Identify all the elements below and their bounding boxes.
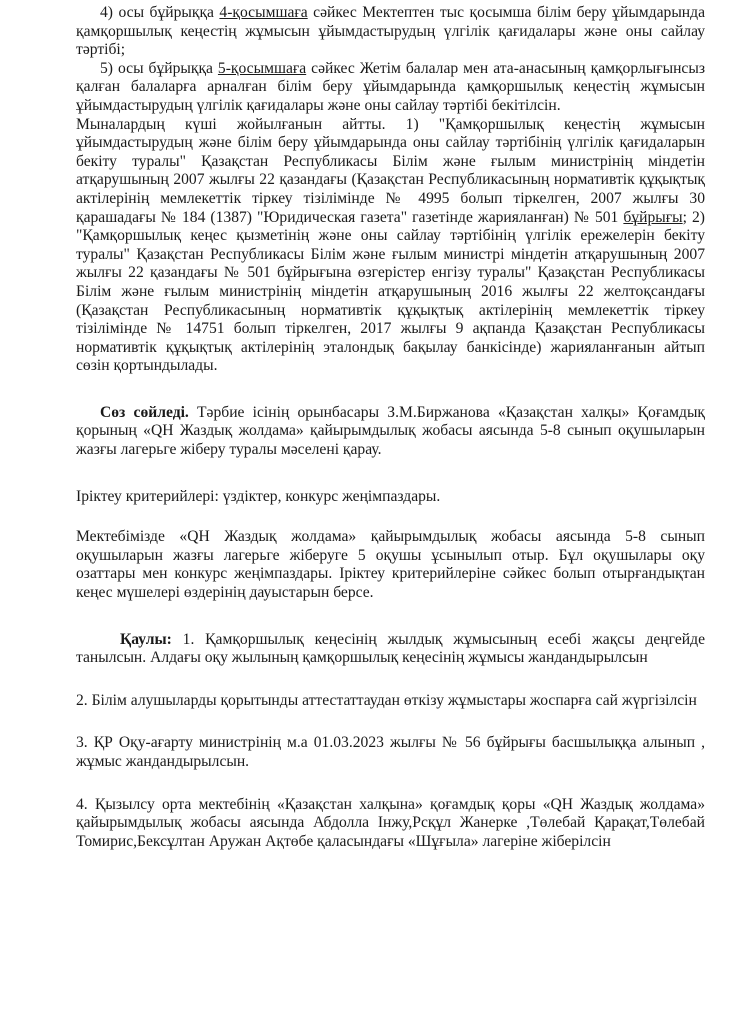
decision-item-1: Қаулы: 1. Қамқоршылық кеңесінің жылдық жұмысының есебі жақсы деңгейде танылсын. Алдағы оқу жылының қамқоршылық кеңесінің жұмысы жандандырылсын [76,630,705,667]
annex-5-link[interactable]: 5-қосымшаға [217,59,307,77]
paragraph-repeal: Мыналардың күші жойылғанын айтты. 1) "Қамқоршылық кеңестің жұмысын ұйымдастырудың және білім беру ұйымдарында оны сайлау тәртібінің үлгілік қағидаларын бекіту туралы" Қазақстан Республикасы Білім және ғылым министрінің міндетін атқарушының 2007 жылғы 22 қазандағы (Қазақстан Республикасының нормативтік құқықтық актілерінің мемлекеттік тіркеу тізілімінде № 4995 болып тіркелген, 2007 жылғы 30 қарашадағы № 184 (1387) "Юридическая газета" газетінде жарияланған) № 501 бұйрығы; 2) "Қамқоршылық кеңес қызметінің және оны сайлау тәртібінің үлгілік ережелерін бекіту туралы" Қазақстан Республикасы Білім және ғылым министрі міндетін атқарушының 2007 жылғы 22 қазандағы № 501 бұйрығына өзгерістер енгізу туралы" Қазақстан Республикасы Білім және ғылым министрінің міндетін атқарушының 2016 жылғы 22 желтоқсандағы (Қазақстан Республикасының нормативтік құқықтық актілерінің мемлекеттік тіркеу тізілімінде № 14751 болып тіркелген, 2017 жылғы 9 ақпанда Қазақстан Республикасы нормативтік құқықтық актілерінің эталондық бақылау банкісінде) жарияланғанын айтып сөзін қортындылады. [76,115,705,375]
paragraph-school: Мектебімізде «QH Жаздық жолдама» қайырымдылық жобасы аясында 5-8 сынып оқушыларын жазғы лагерьге жіберуге 5 оқушы ұсынылып отыр. Бұл оқушылары оқу озаттары мен конкурс жеңімпаздары. Іріктеу критерийлеріне сәйкес болып отырғандықтан кеңес мүшелері өздерінің дауыстарын берсе. [76,528,705,602]
speech-heading: Сөз сөйледі. [100,403,189,421]
paragraph-speech: Сөз сөйледі. Тәрбие ісінің орынбасары З.М.Биржанова «Қазақстан халқы» Қоғамдық қорының «QH Жаздық жолдама» қайырымдылық жобасы аясында 5-8 сынып оқушыларын жазғы лагерьге жіберу туралы мәселені қарау. [76,403,706,459]
paragraph-item-5: 5) осы бұйрыққа 5-қосымшаға сәйкес Жетім балалар мен ата-анасының қамқорлығынсыз қалған балаларға арналған білім беру ұйымдарында қамқоршылық кеңестің жұмысын ұйымдастырудың үлгілік қағидалары және оны сайлау тәртібі бекітілсін. [76,59,705,114]
order-link[interactable]: бұйрығы [623,208,683,226]
decision-item-3: 3. ҚР Оқу-ағарту министрінің м.а 01.03.2023 жылғы № 56 бұйрығы басшылыққа алынып , жұмыс жандандырылсын. [76,734,705,770]
decision-heading: Қаулы: [120,630,172,648]
annex-4-link[interactable]: 4-қосымшаға [219,4,308,21]
paragraph-criteria: Іріктеу критерийлері: үздіктер, конкурс жеңімпаздары. [76,487,441,505]
paragraph-item-4: 4) осы бұйрыққа 4-қосымшаға сәйкес Мектептен тыс қосымша білім беру ұйымдарында қамқоршылық кеңестің жұмысын ұйымдастырудың үлгілік қағидалары және оны сайлау тәртібі; [76,4,705,59]
decision-item-4: 4. Қызылсу орта мектебінің «Қазақстан халқына» қоғамдық қоры «QH Жаздық жолдама» қайырымдылық жобасы аясында Абдолла Інжу,Рсқұл Жанерке ,Төлебай Қарақат,Төлебай Томирис,Бексұлтан Аружан Ақтөбе қаласындағы «Шұғыла» лагеріне жіберілсін [76,795,705,850]
decision-item-2: 2. Білім алушыларды қорытынды аттестаттаудан өткізу жұмыстары жоспарға сай жүргізілсін [76,691,697,709]
